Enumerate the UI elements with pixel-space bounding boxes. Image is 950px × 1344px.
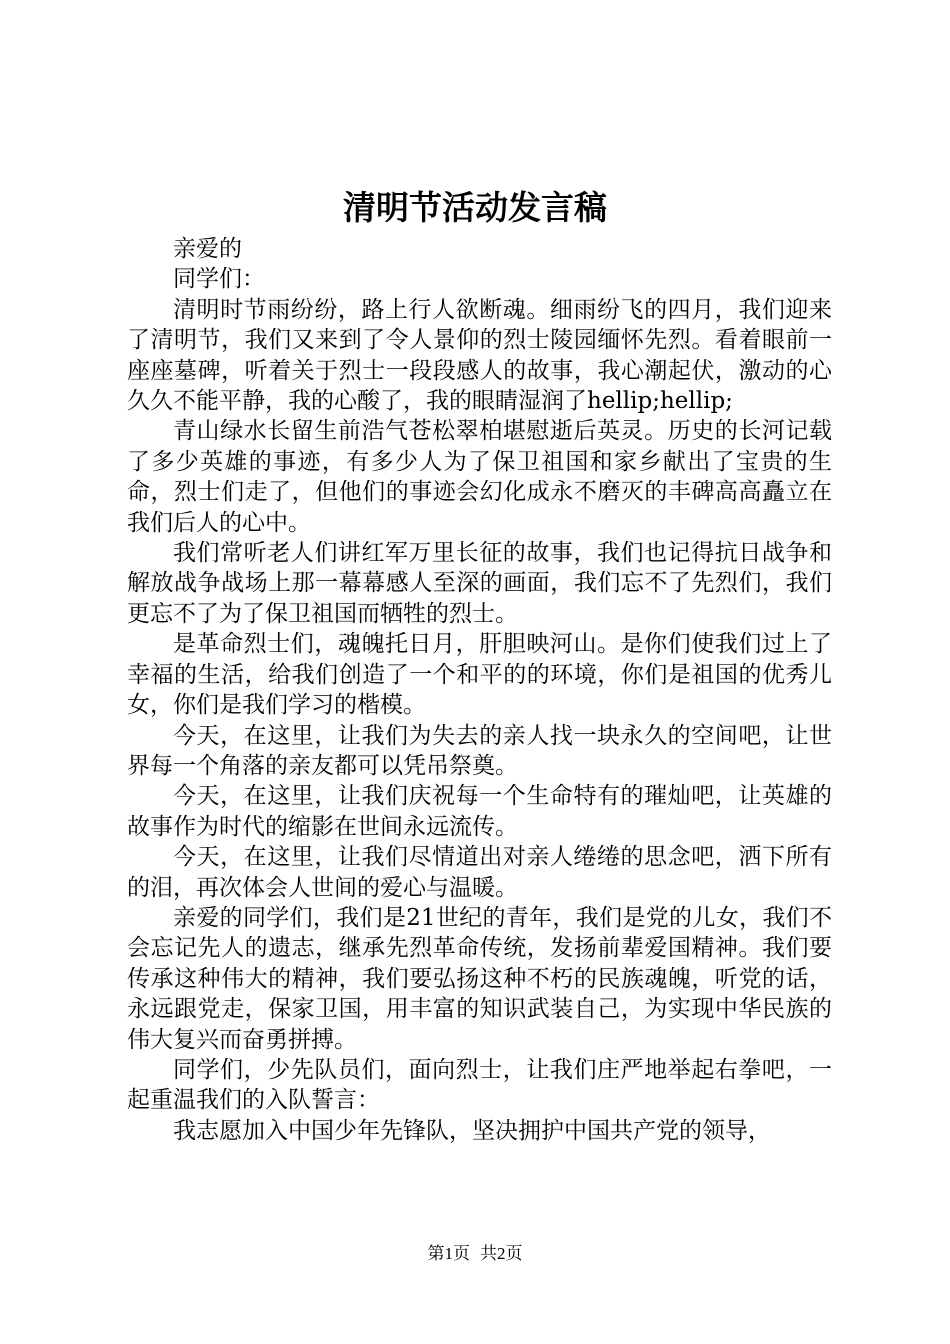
body-paragraph: 我们常听老人们讲红军万里长征的故事，我们也记得抗日战争和解放战争战场上那一幕幕感人至深的画面，我们忘不了先烈们，我们更忘不了为了保卫祖国而牺牲的烈士。 — [127, 540, 832, 627]
body-paragraph: 是革命烈士们，魂魄托日月，肝胆映河山。是你们使我们过上了幸福的生活，给我们创造了一个和平的的环境，你们是祖国的优秀儿女，你们是我们学习的楷模。 — [127, 631, 832, 719]
body-paragraph: 今天，在这里，让我们为失去的亲人找一块永久的空间吧，让世界每一个角落的亲友都可以凭吊祭奠。 — [127, 722, 832, 779]
salutation-line-1: 亲爱的 — [173, 236, 242, 262]
page-number: 第1页 — [427, 1244, 470, 1263]
salutation-line-2: 同学们： — [173, 266, 265, 293]
page-footer — [0, 1243, 950, 1265]
body-paragraph: 清明时节雨纷纷，路上行人欲断魂。细雨纷飞的四月，我们迎来了清明节，我们又来到了令人景仰的烈士陵园缅怀先烈。看着眼前一座座墓碑，听着关于烈士一段段感人的故事，我心潮起伏，激动的心久久不能平静，我的心酸了，我的眼睛湿润了hellip;hellip; — [127, 296, 832, 415]
body-paragraph: 今天，在这里，让我们庆祝每一个生命特有的璀灿吧，让英雄的故事作为时代的缩影在世间永远流传。 — [127, 783, 832, 840]
page-total: 共2页 — [480, 1244, 523, 1263]
document-body — [127, 234, 832, 1146]
body-paragraph: 青山绿水长留生前浩气苍松翠柏堪慰逝后英灵。历史的长河记载了多少英雄的事迹，有多少人为了保卫祖国和家乡献出了宝贵的生命，烈士们走了，但他们的事迹会幻化成永不磨灭的丰碑高高矗立在我们后人的心中。 — [127, 418, 832, 536]
body-paragraph: 同学们，少先队员们，面向烈士，让我们庄严地举起右拳吧，一起重温我们的入队誓言： — [127, 1056, 832, 1114]
document-title: 清明节活动发言稿 — [343, 188, 607, 227]
body-paragraph: 我志愿加入中国少年先锋队，坚决拥护中国共产党的领导， — [173, 1117, 771, 1144]
body-paragraph: 今天，在这里，让我们尽情道出对亲人绻绻的思念吧，洒下所有的泪，再次体会人世间的爱心与温暖。 — [127, 844, 832, 901]
body-paragraph: 亲爱的同学们，我们是21世纪的青年，我们是党的儿女，我们不会忘记先人的遗志，继承先烈革命传统，发扬前辈爱国精神。我们要传承这种伟大的精神，我们要弘扬这种不朽的民族魂魄，听党的话，永远跟党走，保家卫国，用丰富的知识武装自己，为实现中华民族的伟大复兴而奋勇拼搏。 — [127, 904, 832, 1053]
